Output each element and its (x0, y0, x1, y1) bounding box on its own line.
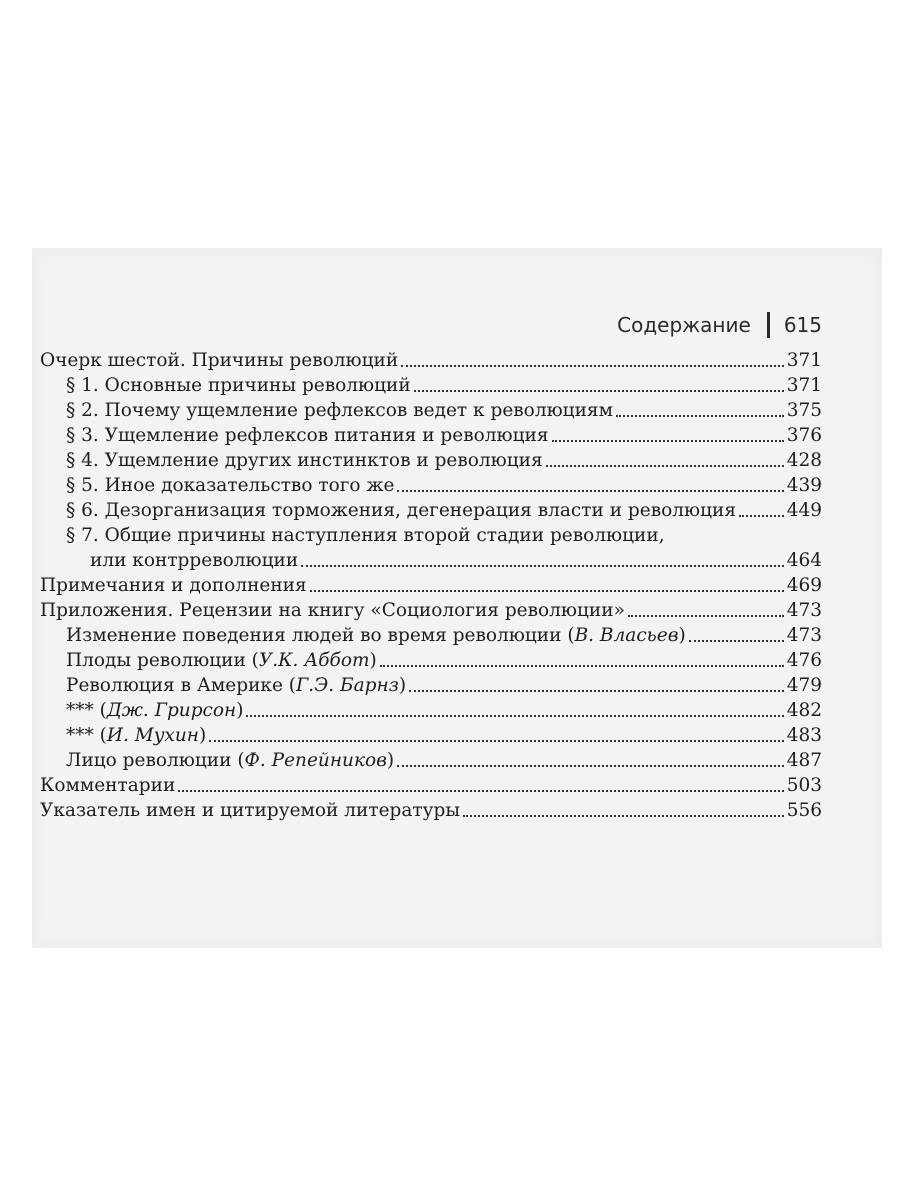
toc-entry-title: Приложения. Рецензии на книгу «Социология революции» (40, 600, 625, 621)
toc-entry-page: 479 (786, 675, 822, 696)
dot-leader (546, 465, 784, 467)
review-author: У.К. Аббот (258, 650, 370, 671)
toc-entry-page: 482 (786, 700, 822, 721)
review-title: Плоды революции ( (66, 650, 259, 671)
closing-paren: ) (386, 750, 395, 771)
toc-entry (40, 448, 822, 473)
toc-entry-title: Очерк шестой. Причины революций (40, 350, 399, 371)
running-header (617, 312, 822, 338)
toc-entry-title (66, 623, 686, 648)
toc-entry (40, 598, 822, 623)
toc-entry (40, 498, 822, 523)
header-separator (767, 312, 770, 338)
review-title: *** ( (66, 700, 107, 721)
toc-entry-title: § 6. Дезорганизация торможения, дегенерация власти и революция (66, 500, 737, 521)
table-of-contents (40, 348, 822, 823)
toc-entry-page: 371 (786, 350, 822, 371)
dot-leader (689, 640, 784, 642)
toc-entry-title-first-line: § 7. Общие причины наступления второй стадии революции, (66, 525, 665, 546)
toc-entry-title: Указатель имен и цитируемой литературы (40, 800, 461, 821)
toc-entry-title: Примечания и дополнения (40, 575, 307, 596)
toc-entry-page: 371 (786, 375, 822, 396)
toc-entry-page: 449 (786, 500, 822, 521)
review-author: И. Мухин (106, 725, 199, 746)
dot-leader (552, 440, 784, 442)
toc-entry-title: § 4. Ущемление других инстинктов и революция (66, 450, 543, 471)
dot-leader (397, 765, 784, 767)
dot-leader (414, 390, 784, 392)
dot-leader (401, 365, 784, 367)
toc-entry (40, 798, 822, 823)
toc-entry-title (66, 723, 206, 748)
review-author: Дж. Грирсон (106, 700, 237, 721)
toc-entry-page: 375 (786, 400, 822, 421)
toc-entry-title (66, 698, 243, 723)
review-author: Ф. Репейников (244, 750, 387, 771)
review-title: Изменение поведения людей во время революции ( (66, 625, 575, 646)
toc-entry-title: § 3. Ущемление рефлексов питания и революция (66, 425, 549, 446)
toc-entry-page: 376 (786, 425, 822, 446)
toc-entry-title: или контрреволюции (90, 550, 299, 571)
toc-entry (40, 648, 822, 673)
toc-entry-page: 503 (786, 775, 822, 796)
review-author: В. Власьев (574, 625, 679, 646)
toc-entry (40, 548, 822, 573)
dot-leader (616, 415, 784, 417)
toc-entry-page: 487 (786, 750, 822, 771)
dot-leader (397, 490, 783, 492)
header-page-number: 615 (783, 313, 822, 337)
toc-entry-title: § 2. Почему ущемление рефлексов ведет к революциям (66, 400, 613, 421)
closing-paren: ) (198, 725, 207, 746)
dot-leader (246, 715, 783, 717)
dot-leader (463, 815, 784, 817)
toc-entry-page: 469 (786, 575, 822, 596)
toc-entry (40, 398, 822, 423)
toc-entry-page: 464 (786, 550, 822, 571)
dot-leader (628, 615, 784, 617)
toc-entry-title: § 5. Иное доказательство того же (66, 475, 395, 496)
toc-entry-page: 473 (786, 600, 822, 621)
dot-leader (739, 515, 784, 517)
review-author: Г.Э. Барнз (296, 675, 399, 696)
toc-entry (40, 623, 822, 648)
dot-leader (310, 590, 784, 592)
header-section-title: Содержание (617, 313, 751, 337)
toc-entry (40, 698, 822, 723)
toc-entry-title: § 1. Основные причины революций (66, 375, 411, 396)
toc-entry-title (66, 748, 394, 773)
dot-leader (209, 740, 784, 742)
toc-entry (40, 373, 822, 398)
toc-entry-page: 483 (786, 725, 822, 746)
closing-paren: ) (236, 700, 244, 721)
toc-entry (40, 348, 822, 373)
dot-leader (380, 665, 784, 667)
dot-leader (178, 790, 783, 792)
closing-paren: ) (369, 650, 377, 671)
review-title: Революция в Америке ( (66, 675, 297, 696)
closing-paren: ) (678, 625, 686, 646)
toc-entry (40, 723, 822, 748)
toc-entry-page: 473 (786, 625, 822, 646)
dot-leader (409, 690, 784, 692)
dot-leader (301, 565, 784, 567)
closing-paren: ) (398, 675, 407, 696)
review-title: *** ( (66, 725, 107, 746)
toc-entry-page: 428 (786, 450, 822, 471)
review-title: Лицо революции ( (66, 750, 245, 771)
toc-entry-title: Комментарии (40, 775, 176, 796)
toc-entry-page: 556 (786, 800, 822, 821)
toc-entry-title (66, 648, 377, 673)
toc-entry-title (66, 673, 406, 698)
toc-entry (40, 473, 822, 498)
toc-entry (40, 773, 822, 798)
toc-entry (40, 748, 822, 773)
toc-entry-page: 439 (786, 475, 822, 496)
toc-entry (40, 573, 822, 598)
toc-entry (40, 423, 822, 448)
toc-entry-page: 476 (786, 650, 822, 671)
toc-entry (40, 673, 822, 698)
